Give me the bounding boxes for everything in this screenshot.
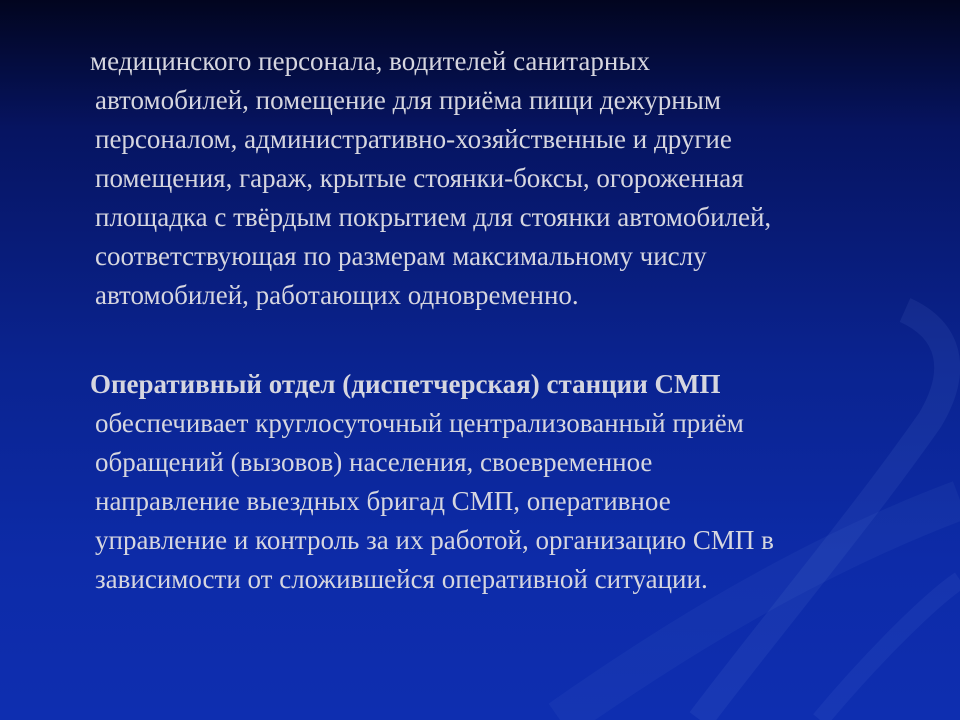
text-line: площадка с твёрдым покрытием для стоянки автомобилей, [95, 202, 772, 232]
text-line: медицинского персонала, водителей санитарных [90, 46, 650, 76]
text-line: автомобилей, работающих одновременно. [95, 280, 579, 310]
text-line: помещения, гараж, крытые стоянки-боксы, огороженная [95, 163, 744, 193]
text-line: соответствующая по размерам максимальному числу [95, 241, 707, 271]
text-line: направление выездных бригад СМП, оперативное [95, 486, 671, 516]
paragraph-dispatch-department [90, 365, 925, 599]
text-line: автомобилей, помещение для приёма пищи дежурным [95, 85, 721, 115]
paragraph-heading: Оперативный отдел (диспетчерская) станции СМП [90, 369, 721, 399]
text-line: зависимости от сложившейся оперативной ситуации. [95, 564, 708, 594]
text-line: обращений (вызовов) населения, своевременное [95, 447, 653, 477]
text-line: обеспечивает круглосуточный централизованный приём [95, 408, 744, 438]
text-line: управление и контроль за их работой, организацию СМП в [95, 525, 774, 555]
text-line: персоналом, административно-хозяйственные и другие [95, 124, 732, 154]
paragraph-facilities [90, 42, 925, 315]
